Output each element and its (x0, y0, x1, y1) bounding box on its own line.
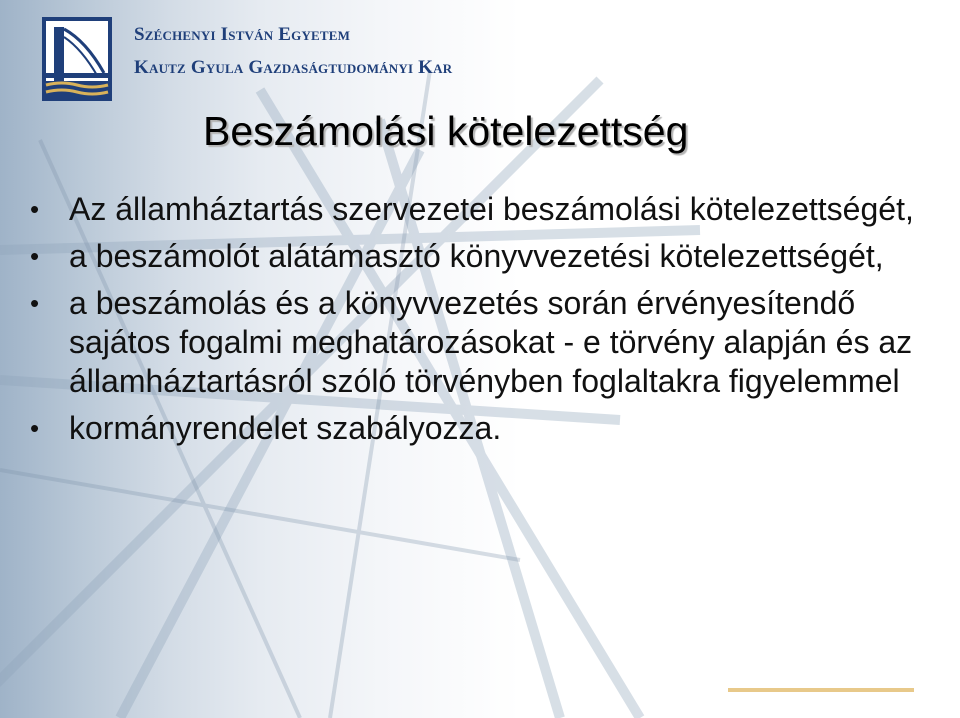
bullet-marker: • (30, 241, 40, 271)
bullet-list (30, 190, 940, 456)
bridge-logo-icon (42, 17, 112, 101)
bullet-item (30, 190, 940, 229)
bullet-text: a beszámolót alátámasztó könyvvezetési kötelezettségét, (69, 238, 884, 274)
bullet-item (30, 284, 940, 401)
bullet-item (30, 409, 940, 448)
bullet-marker: • (30, 194, 40, 224)
bullet-item (30, 237, 940, 276)
bullet-marker: • (30, 288, 40, 318)
bullet-text: kormányrendelet szabályozza. (69, 410, 502, 446)
bullet-marker: • (30, 413, 40, 443)
bullet-text: a beszámolás és a könyvvezetés során érvényesítendő sajátos fogalmi meghatározásokat - e törvény alapján és az államháztartásról szóló törvényben foglaltakra figyelemmel (69, 285, 913, 399)
university-logo (42, 17, 112, 101)
slide-title: Beszámolási kötelezettség (203, 108, 689, 154)
faculty-name: Kautz Gyula Gazdaságtudományi Kar (134, 57, 453, 78)
bullet-text: Az államháztartás szervezetei beszámolási kötelezettségét, (69, 191, 914, 227)
university-name: Széchenyi István Egyetem (134, 24, 351, 45)
decorative-accent-line (728, 688, 914, 692)
